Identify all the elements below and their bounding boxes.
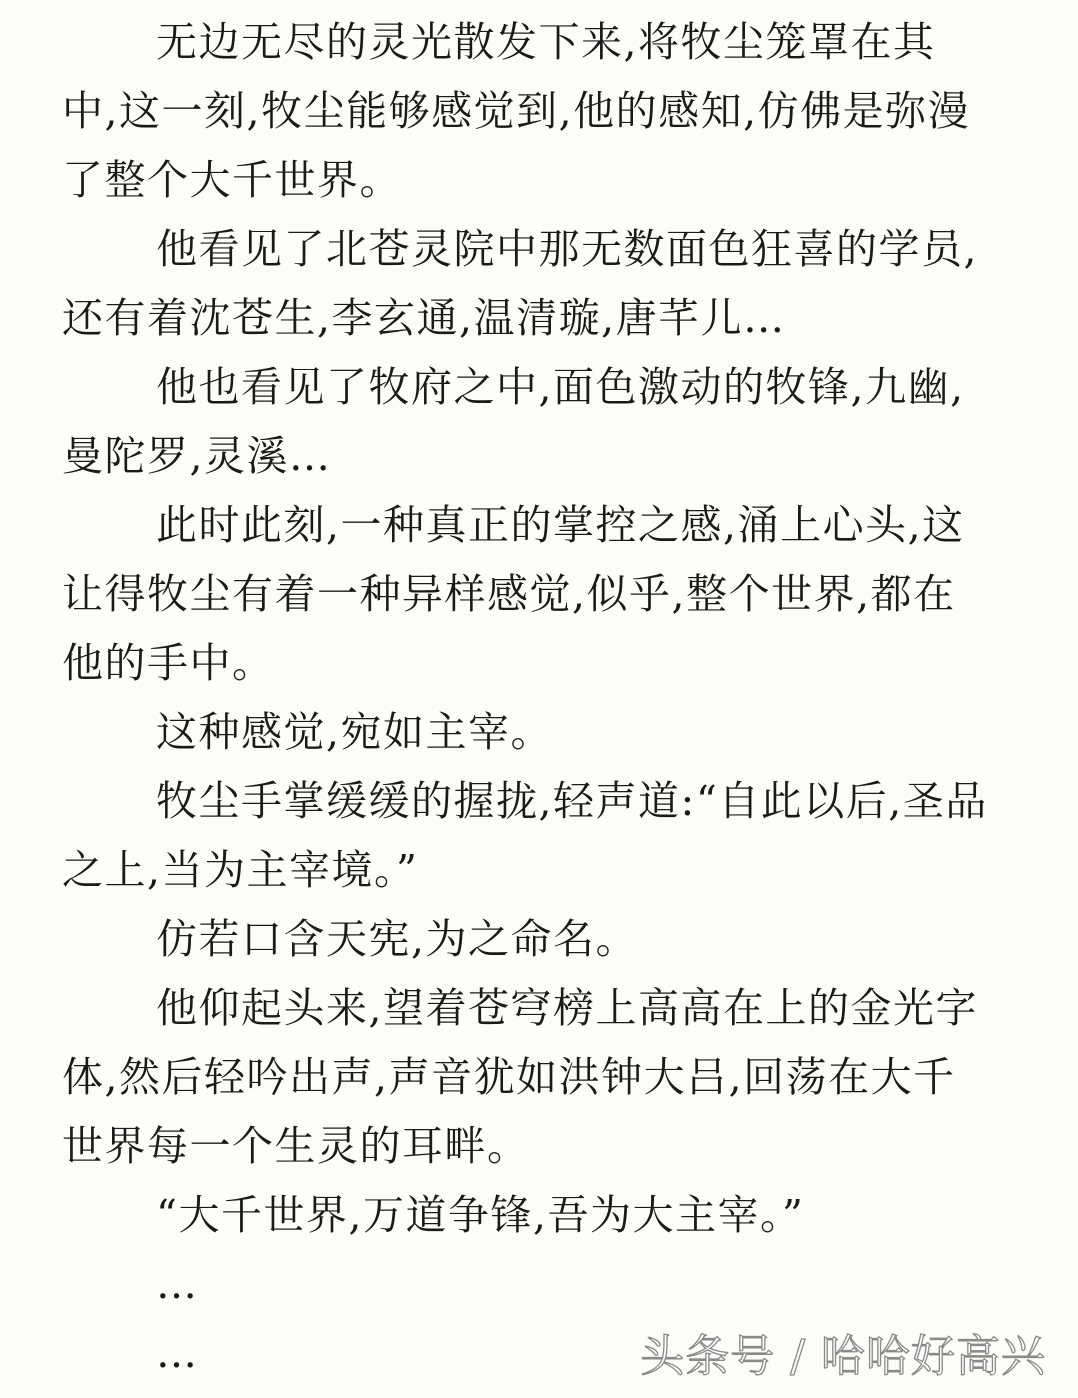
text-line: 他仰起头来,望着苍穹榜上高高在上的金光字 bbox=[156, 984, 979, 1032]
ellipsis-line: … bbox=[156, 1329, 199, 1377]
text-line: 世界每一个生灵的耳畔。 bbox=[62, 1122, 530, 1170]
ellipsis-line: … bbox=[156, 1260, 199, 1308]
text-line: “大千世界,万道争锋,吾为大主宰。” bbox=[156, 1191, 805, 1239]
text-line: 他的手中。 bbox=[62, 639, 275, 687]
text-line: 之上,当为主宰境。” bbox=[62, 846, 419, 894]
watermark: 头条号 / 哈哈好高兴 bbox=[640, 1331, 1046, 1382]
text-line: 中,这一刻,牧尘能够感觉到,他的感知,仿佛是弥漫 bbox=[62, 87, 971, 135]
text-line: 曼陀罗,灵溪… bbox=[62, 432, 332, 480]
text-line: 了整个大千世界。 bbox=[62, 156, 402, 204]
text-line: 他也看见了牧府之中,面色激动的牧锋,九幽, bbox=[156, 363, 965, 411]
text-line: 体,然后轻吟出声,声音犹如洪钟大吕,回荡在大千 bbox=[62, 1053, 956, 1101]
text-line: 他看见了北苍灵院中那无数面色狂喜的学员, bbox=[156, 225, 979, 273]
text-line: 还有着沈苍生,李玄通,温清璇,唐芊儿… bbox=[62, 294, 786, 342]
text-line: 仿若口含天宪,为之命名。 bbox=[156, 915, 639, 963]
text-line: 让得牧尘有着一种异样感觉,似乎,整个世界,都在 bbox=[62, 570, 956, 618]
text-line: 无边无尽的灵光散发下来,将牧尘笼罩在其 bbox=[156, 18, 936, 66]
text-line: 此时此刻,一种真正的掌控之感,涌上心头,这 bbox=[156, 501, 965, 549]
text-line: 这种感觉,宛如主宰。 bbox=[156, 708, 554, 756]
novel-text-body bbox=[62, 8, 1022, 1388]
text-line: 牧尘手掌缓缓的握拢,轻声道:“自此以后,圣品 bbox=[156, 777, 988, 825]
